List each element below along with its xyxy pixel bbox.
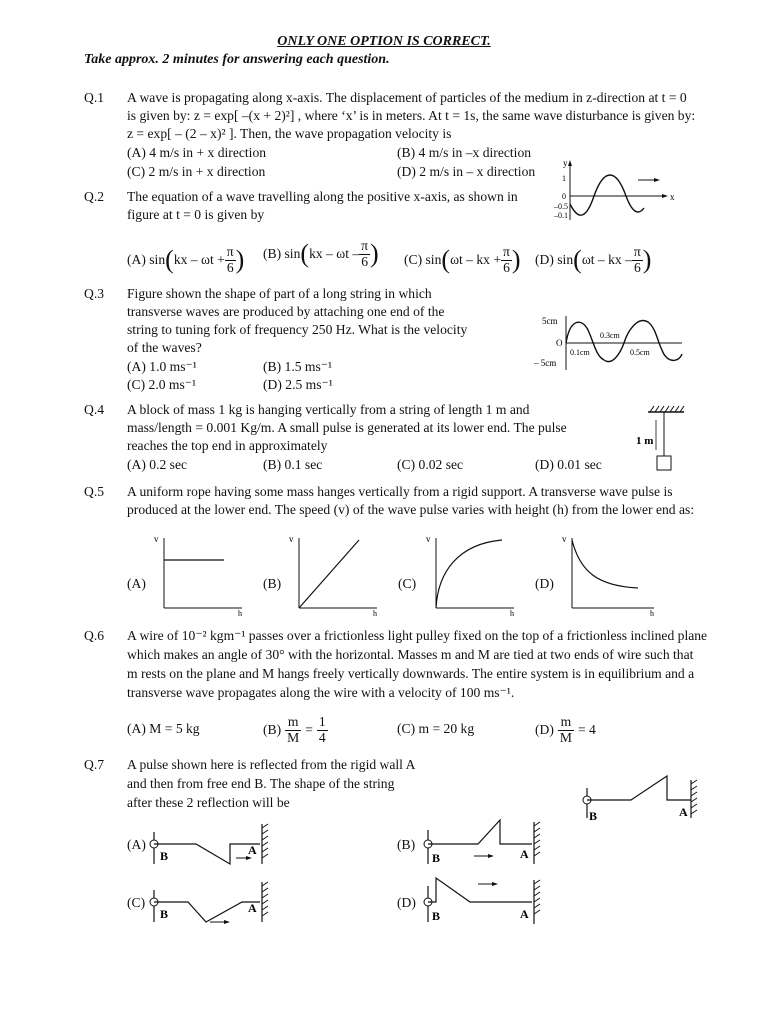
question-text-line: is given by: z = exp[ –(x + 2)²] , where ‘x’ is in meters. At t = 1s, the same wave disturbance is given by: <box>127 108 696 123</box>
hanging-block-figure <box>630 404 690 476</box>
option-d[interactable] <box>535 710 596 750</box>
end-a-label: A <box>679 805 688 819</box>
paren: ( <box>573 245 582 274</box>
option-b[interactable]: (B) <box>397 837 416 852</box>
option-c[interactable]: (C) 2.0 ms⁻¹ <box>127 377 197 392</box>
fraction: $\frac{\pi}{6}$ <box>633 244 641 275</box>
question-text-line: m rests on the plane and M hangs freely vertically downwards. The entire system is in equilibrium and a <box>127 666 695 681</box>
question-number: Q.2 <box>84 189 105 204</box>
option-a[interactable]: (A) <box>127 576 146 591</box>
paren: ( <box>441 245 451 274</box>
option-d[interactable]: (D) 2.5 ms⁻¹ <box>263 377 333 392</box>
option-expr: ωt – kx – <box>581 252 632 267</box>
tick-label: –0.1 <box>554 211 568 220</box>
option-label: (D) <box>535 722 554 737</box>
fraction: $\frac{m}{M}$ <box>559 714 572 745</box>
distance-label: 0.1cm <box>570 348 590 357</box>
instruction-text: Take approx. 2 minutes for answering each question. <box>84 52 390 67</box>
end-a-label: A <box>520 907 529 921</box>
distance-label: 0.5cm <box>630 348 650 357</box>
option-c[interactable]: (C) m = 20 kg <box>397 721 475 736</box>
option-label: (C) sin <box>404 252 442 267</box>
paren: ) <box>511 245 521 274</box>
equals-value: = 4 <box>577 722 596 737</box>
end-b-label: B <box>432 851 441 865</box>
graph-d <box>558 532 664 618</box>
axis-v-label: v <box>562 534 567 544</box>
graph-a <box>150 532 250 618</box>
option-c[interactable]: (C) <box>127 895 146 910</box>
fraction: $\frac{\pi}{6}$ <box>226 244 234 275</box>
origin-label: O <box>556 338 563 348</box>
option-d[interactable] <box>535 238 651 282</box>
option-b[interactable]: (B) 1.5 ms⁻¹ <box>263 359 333 374</box>
option-d[interactable]: (D) <box>397 895 416 910</box>
graph-b <box>285 532 385 618</box>
question-text-line: A pulse shown here is reflected from the rigid wall A <box>127 757 416 772</box>
option-c[interactable]: (C) <box>398 576 417 591</box>
graph-c <box>422 532 522 618</box>
fraction: $\frac{\pi}{6}$ <box>361 238 369 269</box>
paren: ) <box>642 245 652 274</box>
question-text-line: transverse waves are produced by attaching one end of the <box>127 304 445 319</box>
question-text-line: Figure shown the shape of part of a long string in which <box>127 286 432 301</box>
question-text-line: The equation of a wave travelling along the positive x-axis, as shown in <box>127 189 518 204</box>
fraction: $\frac{m}{M}$ <box>287 714 300 745</box>
tick-label: –0.5 <box>554 202 568 211</box>
axis-h-label: h <box>373 609 377 618</box>
option-c[interactable]: (C) 2 m/s in + x direction <box>127 164 266 179</box>
end-b-label: B <box>160 849 169 863</box>
axis-x-label: x <box>670 192 675 202</box>
question-text-line: z = exp[ – (2 – x)² ]. Then, the wave propagation velocity is <box>127 126 452 141</box>
sine-wave-figure <box>554 158 680 224</box>
question-text-line: after these 2 reflection will be <box>127 795 290 810</box>
question-text-line: of the waves? <box>127 340 202 355</box>
end-a-label: A <box>520 847 529 861</box>
pulse-figure <box>575 772 705 824</box>
end-b-label: B <box>589 809 598 823</box>
option-d[interactable]: (D) <box>535 576 554 591</box>
question-text-line: A wave is propagating along x-axis. The displacement of particles of the medium in z-direction at t = 0 <box>127 90 687 105</box>
paren: ) <box>370 239 379 268</box>
amplitude-label: – 5cm <box>534 358 557 368</box>
end-a-label: A <box>248 843 257 857</box>
question-text-line: transverse wave propagates along the wire with a velocity of 100 ms⁻¹. <box>127 685 515 700</box>
axis-h-label: h <box>510 609 514 618</box>
end-b-label: B <box>160 907 169 921</box>
option-a[interactable]: (A) M = 5 kg <box>127 721 200 736</box>
axis-v-label: v <box>289 534 294 544</box>
option-a[interactable]: (A) <box>127 837 146 852</box>
option-b[interactable]: (B) <box>263 576 282 591</box>
question-text-line: A uniform rope having some mass hanges vertically from a rigid support. A transverse wave pulse is <box>127 484 673 499</box>
option-label: (B) sin <box>263 246 301 261</box>
option-a[interactable]: (A) 1.0 ms⁻¹ <box>127 359 197 374</box>
question-number: Q.6 <box>84 628 105 643</box>
option-a[interactable]: (A) 4 m/s in + x direction <box>127 145 267 160</box>
option-label: (D) sin <box>535 252 574 267</box>
option-a[interactable] <box>127 238 244 282</box>
axis-h-label: h <box>238 609 242 618</box>
pulse-option-c <box>148 878 278 930</box>
option-d[interactable]: (D) 0.01 sec <box>535 457 602 472</box>
tick-label: 0 <box>562 192 566 201</box>
page-title: ONLY ONE OPTION IS CORRECT. <box>277 34 491 49</box>
option-label: (A) sin <box>127 252 166 267</box>
option-b[interactable]: (B) 4 m/s in –x direction <box>397 145 532 160</box>
question-text-line: and then from free end B. The shape of the string <box>127 776 395 791</box>
axis-v-label: v <box>426 534 431 544</box>
pulse-option-a <box>148 820 278 872</box>
length-label: 1 m <box>636 435 654 447</box>
option-b[interactable]: (B) 0.1 sec <box>263 457 323 472</box>
axis-y-label: y <box>563 158 568 168</box>
question-text-line: produced at the lower end. The speed (v) of the wave pulse varies with height (h) from the lower end as: <box>127 502 695 517</box>
option-c[interactable]: (C) 0.02 sec <box>397 457 464 472</box>
end-a-label: A <box>248 901 257 915</box>
tick-label: 1 <box>562 174 566 183</box>
option-c[interactable] <box>404 238 521 282</box>
option-d[interactable]: (D) 2 m/s in – x direction <box>397 164 536 179</box>
paren: ( <box>165 245 174 274</box>
question-number: Q.1 <box>84 90 105 105</box>
question-text-line: which makes an angle of 30° with the horizontal. Masses m and M are tied at two ends of wire such that <box>127 647 694 662</box>
paren: ) <box>235 245 245 274</box>
pulse-option-d <box>422 872 552 928</box>
question-number: Q.4 <box>84 402 105 417</box>
option-expr: ωt – kx + <box>450 252 502 267</box>
paren: ( <box>300 239 310 268</box>
question-text-line: mass/length = 0.001 Kg/m. A small pulse is generated at its lower end. The pulse <box>127 420 567 435</box>
option-label: (B) <box>263 722 282 737</box>
question-text-line: reaches the top end in approximately <box>127 438 328 453</box>
question-text-line: A wire of 10⁻² kgm⁻¹ passes over a frictionless light pulley fixed on the top of a frictionless inclined plane <box>127 628 708 643</box>
axis-v-label: v <box>154 534 159 544</box>
axis-h-label: h <box>650 609 654 618</box>
equals: = <box>305 722 313 737</box>
amplitude-label: 5cm <box>542 316 558 326</box>
option-b[interactable] <box>263 232 379 276</box>
question-text-line: figure at t = 0 is given by <box>127 207 265 222</box>
option-a[interactable]: (A) 0.2 sec <box>127 457 188 472</box>
distance-label: 0.3cm <box>600 331 620 340</box>
fraction: $\frac{\pi}{6}$ <box>503 244 510 275</box>
question-text-line: string to tuning fork of frequency 250 Hz. What is the velocity <box>127 322 468 337</box>
option-expr: kx – ωt + <box>173 252 225 267</box>
pulse-option-b <box>422 816 552 868</box>
option-expr: kx – ωt – <box>309 246 360 261</box>
fraction: $\frac{1}{4}$ <box>318 714 326 745</box>
option-b[interactable] <box>263 710 328 750</box>
question-number: Q.7 <box>84 757 105 772</box>
question-number: Q.5 <box>84 484 105 499</box>
end-b-label: B <box>432 909 441 923</box>
question-text-line: A block of mass 1 kg is hanging vertically from a string of length 1 m and <box>127 402 530 417</box>
string-wave-figure <box>530 310 690 374</box>
question-number: Q.3 <box>84 286 105 301</box>
